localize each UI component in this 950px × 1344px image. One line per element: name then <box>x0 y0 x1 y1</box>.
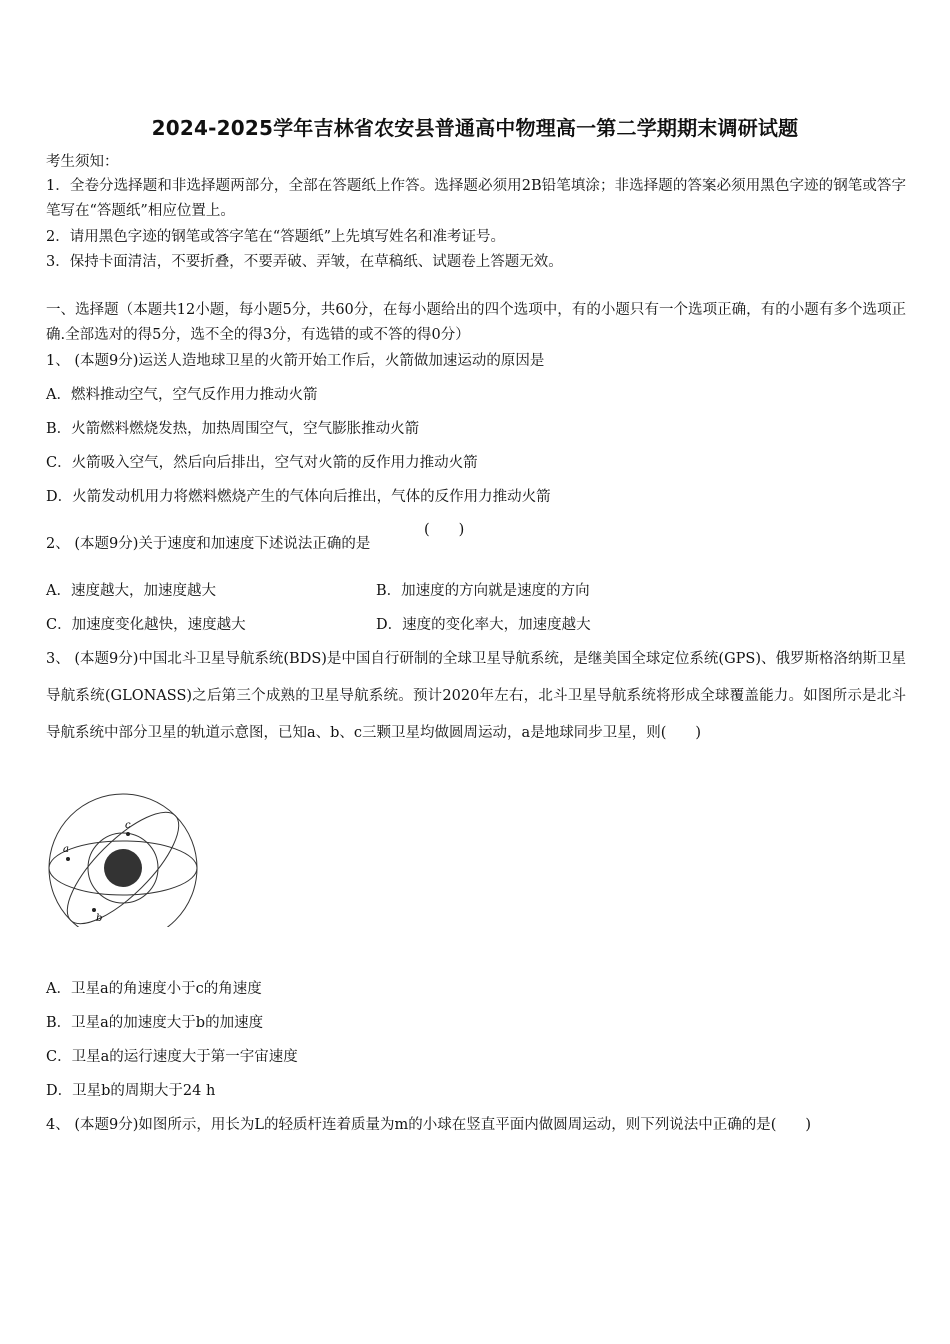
notice-heading: 考生须知： <box>46 154 119 170</box>
q2-option-d: D．速度的变化率大，加速度越大 <box>376 617 591 633</box>
q1-option-c: C．火箭吸入空气，然后向后排出，空气对火箭的反作用力推动火箭 <box>46 455 478 471</box>
earth <box>104 849 142 887</box>
satellite-c <box>126 832 130 836</box>
q2-answer-paren: ( ) <box>424 522 465 538</box>
q3-option-d: D．卫星b的周期大于24 h <box>46 1083 216 1099</box>
q2-option-c: C．加速度变化越快，速度越大 <box>46 617 246 633</box>
satellite-b <box>92 908 96 912</box>
section-heading: 一、选择题（本题共12小题，每小题5分，共60分，在每小题给出的四个选项中，有的小题只有一个选项正确，有的小题有多个选项正确.全部选对的得5分，选不全的得3分，有选错的或不答的得0分） <box>46 302 906 343</box>
notice-item-1: 1．全卷分选择题和非选择题两部分，全部在答题纸上作答。选择题必须用2B铅笔填涂；非选择题的答案必须用黑色字迹的钢笔或答字笔写在“答题纸”相应位置上。 <box>46 178 906 219</box>
q4-stem: 4、 (本题9分)如图所示，用长为L的轻质杆连着质量为m的小球在竖直平面内做圆周运动，则下列说法中正确的是( ) <box>46 1117 812 1133</box>
notice-item-2: 2．请用黑色字迹的钢笔或答字笔在“答题纸”上先填写姓名和准考证号。 <box>46 229 506 245</box>
q2-stem: 2、 (本题9分)关于速度和加速度下述说法正确的是 <box>46 536 371 552</box>
q1-stem: 1、 (本题9分)运送人造地球卫星的火箭开始工作后，火箭做加速运动的原因是 <box>46 353 545 369</box>
q2-option-b: B．加速度的方向就是速度的方向 <box>376 583 590 599</box>
label-a: a <box>63 844 69 855</box>
q1-option-a: A．燃料推动空气，空气反作用力推动火箭 <box>46 387 318 403</box>
satellite-a <box>66 857 70 861</box>
q1-option-d: D．火箭发动机用力将燃料燃烧产生的气体向后推出，气体的反作用力推动火箭 <box>46 489 551 505</box>
satellite-orbit-diagram <box>46 792 204 927</box>
q3-option-a: A．卫星a的角速度小于c的角速度 <box>46 981 262 997</box>
label-c: c <box>125 820 131 831</box>
page-title: 2024-2025学年吉林省农安县普通高中物理高一第二学期期末调研试题 <box>151 116 799 140</box>
q1-option-b: B．火箭燃料燃烧发热，加热周围空气，空气膨胀推动火箭 <box>46 421 420 437</box>
label-b: b <box>96 913 103 924</box>
q2-option-a: A．速度越大，加速度越大 <box>46 583 216 599</box>
q3-option-b: B．卫星a的加速度大于b的加速度 <box>46 1015 264 1031</box>
notice-item-3: 3．保持卡面清洁，不要折叠，不要弄破、弄皱，在草稿纸、试题卷上答题无效。 <box>46 254 563 270</box>
q3-stem: 3、 (本题9分)中国北斗卫星导航系统(BDS)是中国自行研制的全球卫星导航系统，是继美国全球定位系统(GPS)、俄罗斯格洛纳斯卫星导航系统(GLONASS)之后第三个成熟的卫星导航系统。预计2020年左右，北斗卫星导航系统将形成全球覆盖能力。如图所示是北斗导航系统中部分卫星的轨道示意图，已知a、b、c三颗卫星均做圆周运动，a是地球同步卫星，则( ) <box>46 651 906 741</box>
q3-option-c: C．卫星a的运行速度大于第一宇宙速度 <box>46 1049 298 1065</box>
